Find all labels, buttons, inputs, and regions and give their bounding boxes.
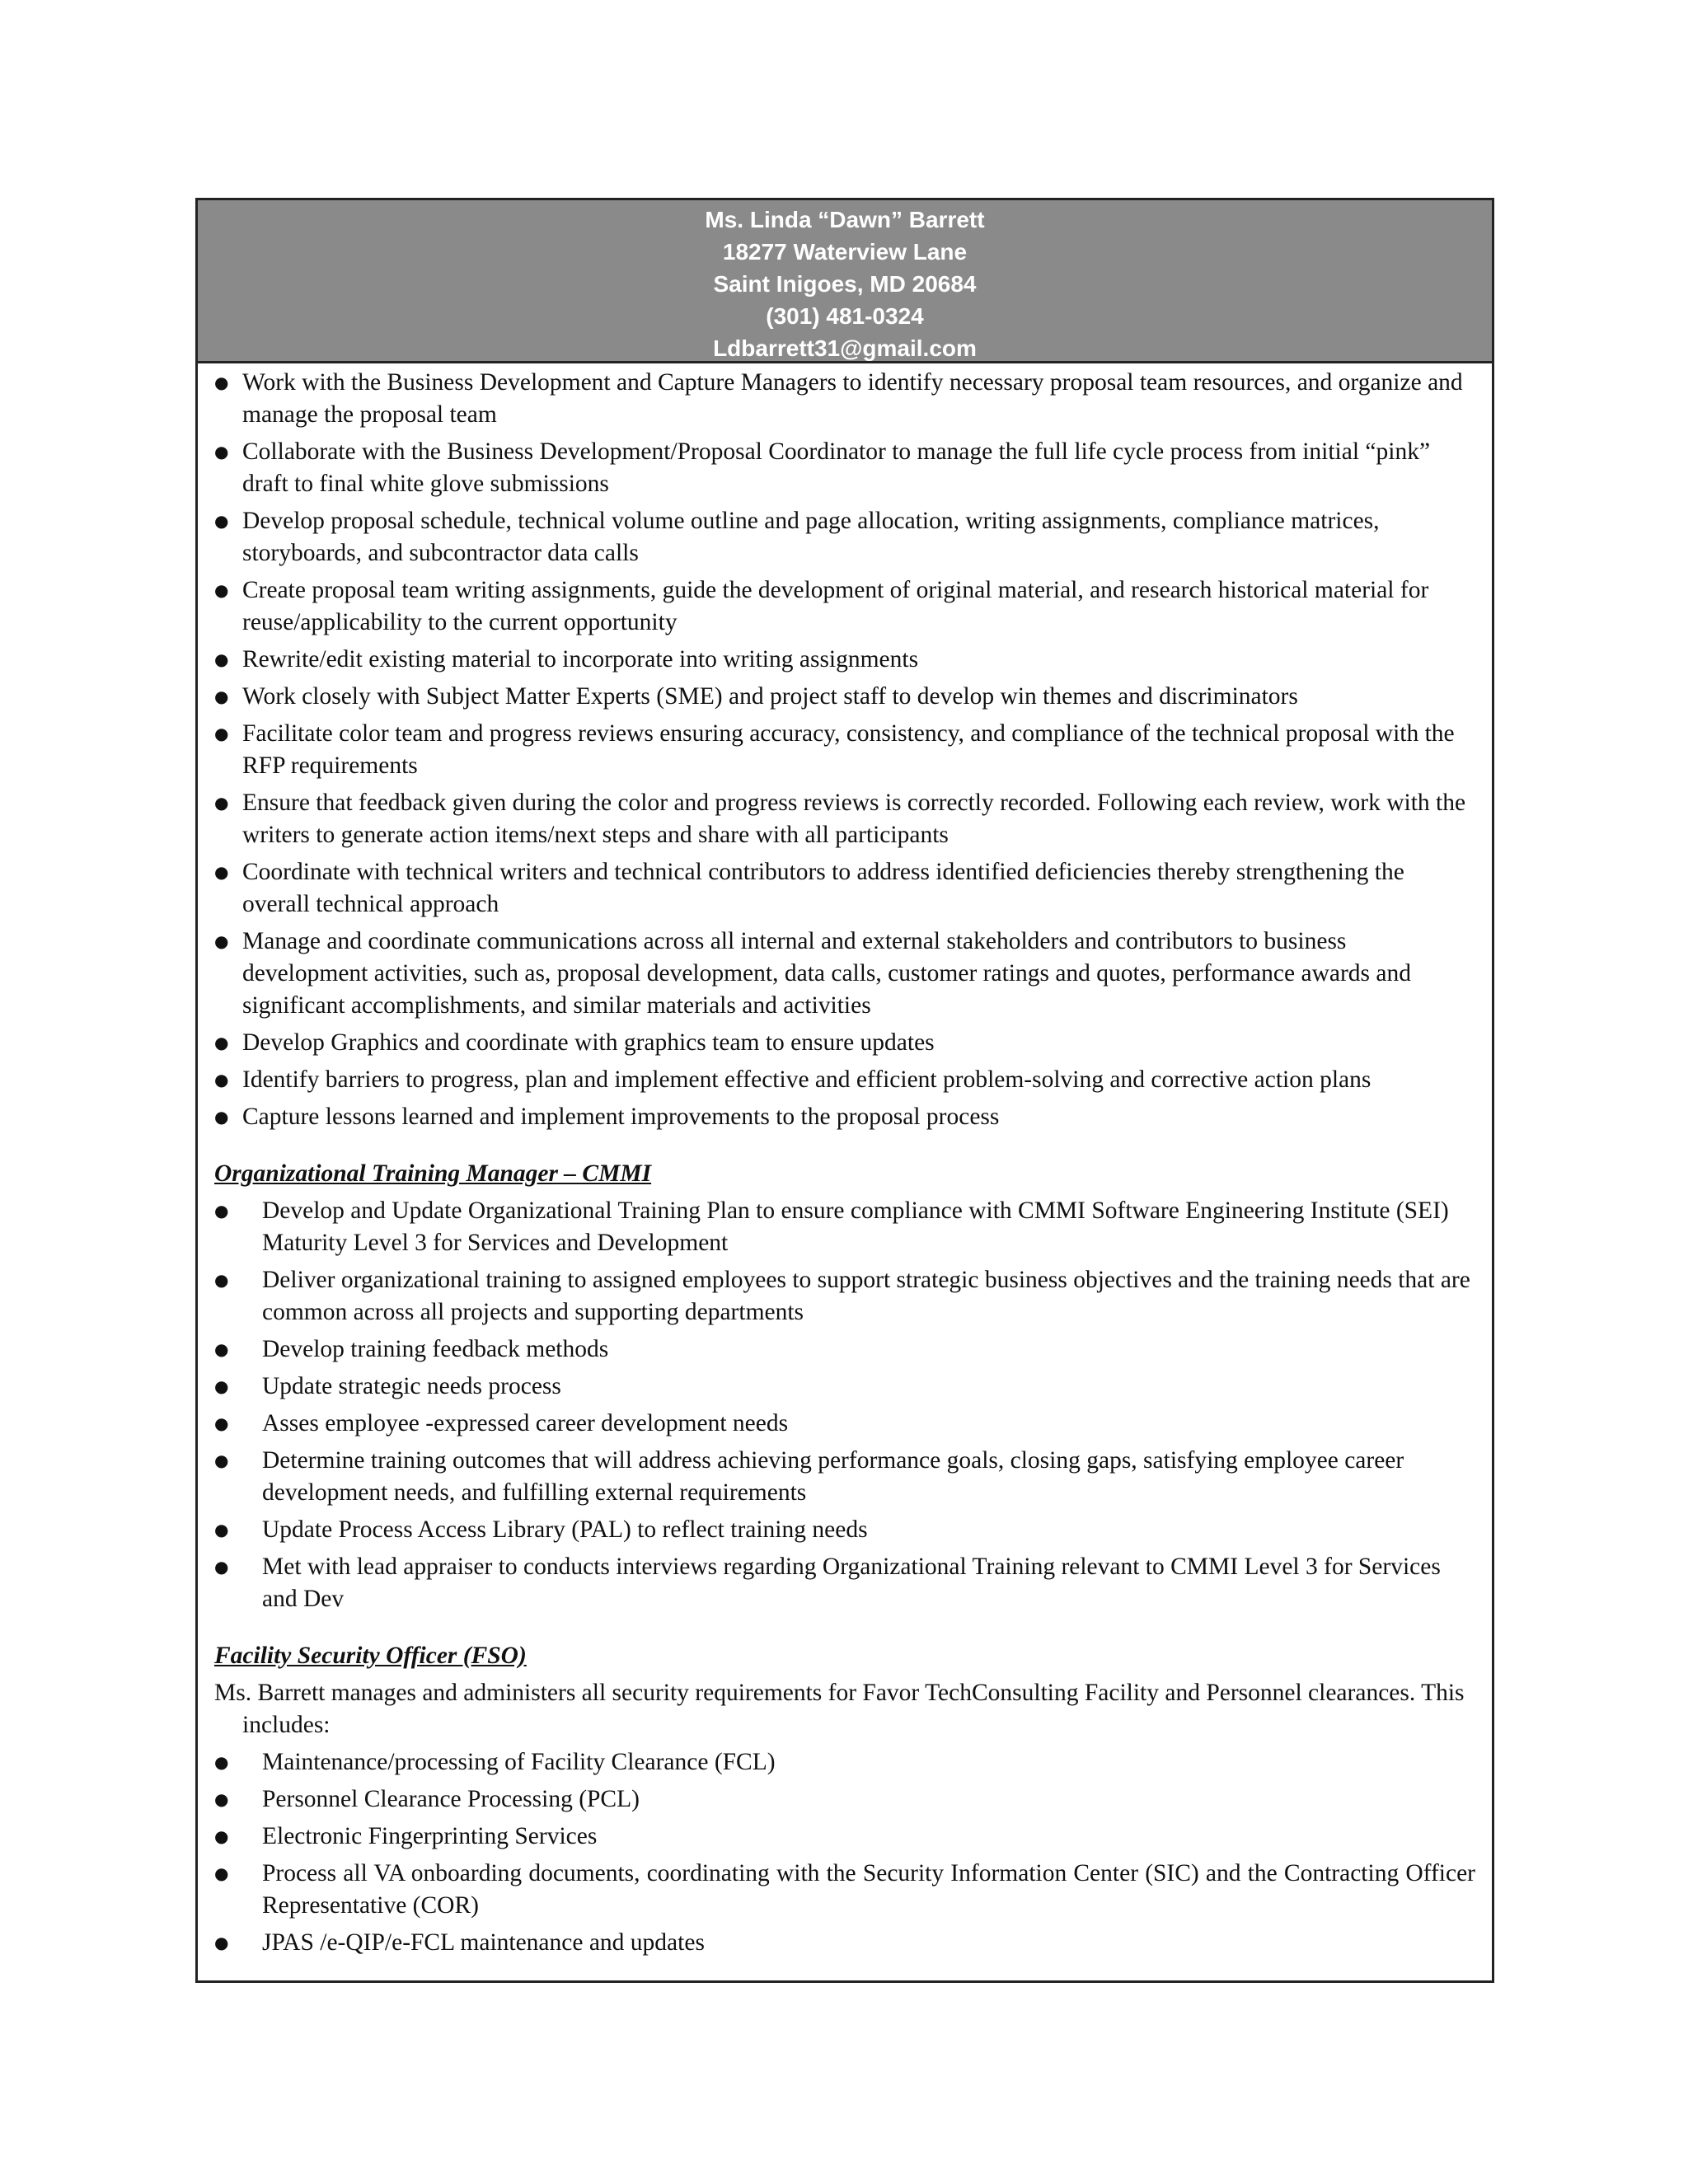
city-state-zip: Saint Inigoes, MD 20684	[713, 271, 977, 297]
bullet-icon: ●	[214, 1520, 229, 1540]
bullet-icon: ●	[214, 1376, 229, 1396]
bullet-icon: ●	[214, 1033, 229, 1052]
list-item: ● Identify barriers to progress, plan and implement effective and efficient problem-solving and corrective action plans	[214, 1064, 1475, 1096]
list-item: ● Update strategic needs process	[214, 1371, 1475, 1403]
resume-content	[198, 363, 1492, 1959]
bullet-icon: ●	[214, 931, 229, 951]
list-item: ● Develop and Update Organizational Training Plan to ensure compliance with CMMI Software Engineering Institute (SEI) Maturity Level 3 for Services and Development	[214, 1195, 1475, 1259]
training-duties-list	[214, 1195, 1475, 1615]
bullet-icon: ●	[214, 1863, 229, 1883]
list-item: ● Collaborate with the Business Development/Proposal Coordinator to manage the full life cycle process from initial “pink” draft to final white glove submissions	[214, 436, 1475, 500]
list-item: ● Work with the Business Development and Capture Managers to identify necessary proposal team resources, and organize and manage the proposal team	[214, 367, 1475, 431]
list-item: ● Asses employee -expressed career development needs	[214, 1408, 1475, 1440]
bullet-icon: ●	[214, 1339, 229, 1359]
bullet-icon: ●	[214, 687, 229, 706]
bullet-icon: ●	[214, 1201, 229, 1221]
list-item: ● Work closely with Subject Matter Experts (SME) and project staff to develop win themes and discriminators	[214, 681, 1475, 713]
list-item: ● Develop training feedback methods	[214, 1333, 1475, 1366]
list-item: ● Facilitate color team and progress reviews ensuring accuracy, consistency, and compliance of the technical proposal with the RFP requirements	[214, 718, 1475, 782]
bullet-icon: ●	[214, 1107, 229, 1127]
security-intro: Ms. Barrett manages and administers all security requirements for Favor TechConsulting Facility and Personnel clearances. This includes:	[214, 1680, 1465, 1738]
list-item: ● Develop proposal schedule, technical volume outline and page allocation, writing assignments, compliance matrices, storyboards, and subcontractor data calls	[214, 505, 1475, 569]
bullet-icon: ●	[214, 724, 229, 743]
list-item: ● Ensure that feedback given during the color and progress reviews is correctly recorded. Following each review, work with the writers to generate action items/next steps and share with all participants	[214, 787, 1475, 851]
bullet-icon: ●	[214, 862, 229, 882]
bullet-icon: ●	[214, 1451, 229, 1470]
list-item: ● Create proposal team writing assignments, guide the development of original material, and research historical material for reuse/applicability to the current opportunity	[214, 574, 1475, 639]
security-section-heading: Facility Security Officer (FSO)	[214, 1643, 527, 1669]
email-address: Ldbarrett31@gmail.com	[713, 335, 977, 361]
street-address: 18277 Waterview Lane	[722, 239, 968, 265]
list-item: ● JPAS /e-QIP/e-FCL maintenance and updates	[214, 1927, 1475, 1959]
bullet-icon: ●	[214, 580, 229, 600]
bullet-icon: ●	[214, 1789, 229, 1809]
bullet-icon: ●	[214, 1557, 229, 1577]
list-item: ● Update Process Access Library (PAL) to reflect training needs	[214, 1514, 1475, 1546]
bullet-icon: ●	[214, 649, 229, 669]
list-item: ● Met with lead appraiser to conducts interviews regarding Organizational Training relevant to CMMI Level 3 for Services and Dev	[214, 1551, 1475, 1615]
list-item: ● Coordinate with technical writers and technical contributors to address identified deficiencies thereby strengthening the overall technical approach	[214, 856, 1475, 921]
list-item: ● Process all VA onboarding documents, coordinating with the Security Information Center (SIC) and the Contracting Officer Representative (COR)	[214, 1858, 1475, 1922]
list-item: ● Personnel Clearance Processing (PCL)	[214, 1783, 1475, 1816]
bullet-icon: ●	[214, 1752, 229, 1772]
list-item: ● Manage and coordinate communications across all internal and external stakeholders and contributors to business development activities, such as, proposal development, data calls, customer ratings and quotes, performance awards and significant accomplishments, and similar materials and activities	[214, 926, 1475, 1022]
security-duties-list	[214, 1746, 1475, 1959]
bullet-icon: ●	[214, 1413, 229, 1433]
list-item: ● Determine training outcomes that will address achieving performance goals, closing gaps, satisfying employee career development needs, and fulfilling external requirements	[214, 1445, 1475, 1509]
bullet-icon: ●	[214, 511, 229, 531]
list-item: ● Capture lessons learned and implement improvements to the proposal process	[214, 1101, 1475, 1133]
proposal-duties-list	[214, 367, 1475, 1133]
bullet-icon: ●	[214, 1070, 229, 1090]
contact-header	[198, 200, 1492, 363]
resume-page	[195, 198, 1494, 1983]
training-section-heading: Organizational Training Manager – CMMI	[214, 1160, 652, 1187]
bullet-icon: ●	[214, 1270, 229, 1290]
list-item: ● Develop Graphics and coordinate with graphics team to ensure updates	[214, 1027, 1475, 1059]
bullet-icon: ●	[214, 1826, 229, 1846]
phone-number: (301) 481-0324	[766, 303, 924, 329]
candidate-name: Ms. Linda “Dawn” Barrett	[705, 207, 985, 232]
bullet-icon: ●	[214, 1933, 229, 1952]
list-item: ● Maintenance/processing of Facility Clearance (FCL)	[214, 1746, 1475, 1779]
bullet-icon: ●	[214, 373, 229, 392]
bullet-icon: ●	[214, 442, 229, 462]
list-item: ● Deliver organizational training to assigned employees to support strategic business objectives and the training needs that are common across all projects and supporting departments	[214, 1264, 1475, 1329]
list-item: ● Electronic Fingerprinting Services	[214, 1821, 1475, 1853]
list-item: ● Rewrite/edit existing material to incorporate into writing assignments	[214, 644, 1475, 676]
bullet-icon: ●	[214, 793, 229, 813]
